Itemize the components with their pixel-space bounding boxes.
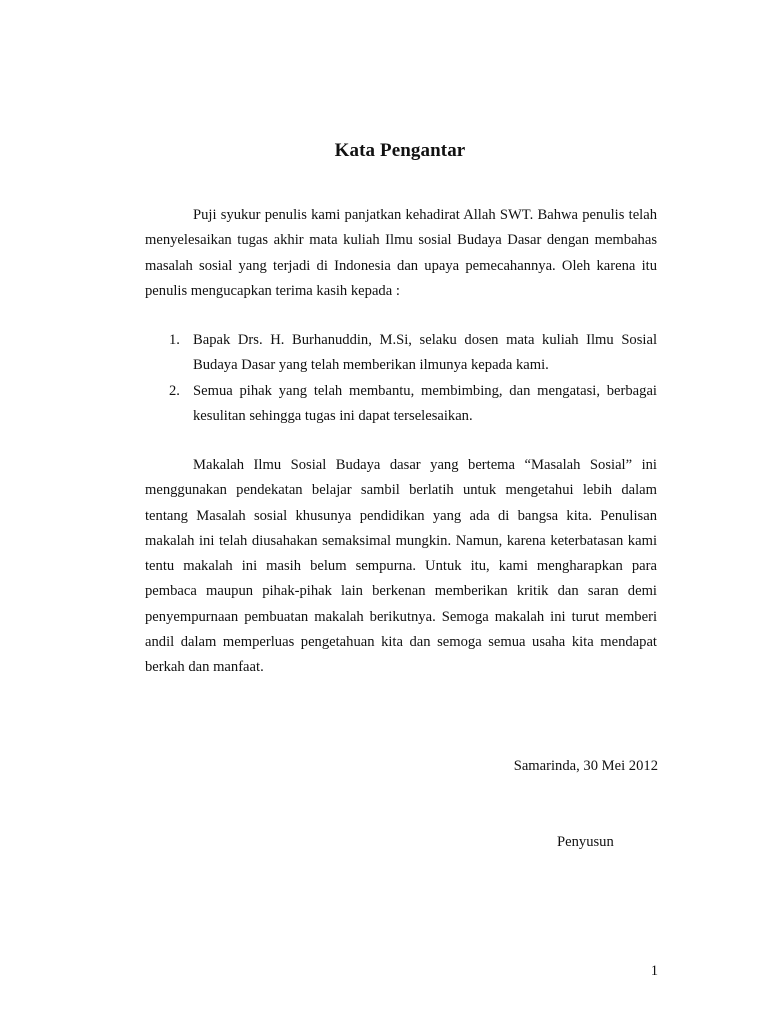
body-paragraph-text: Makalah Ilmu Sosial Budaya dasar yang bertema “Masalah Sosial” ini menggunakan pendekatan belajar sambil berlatih untuk mengetahui lebih dalam tentang Masalah sosial khusunya pendidikan yang ada di bangsa kita. Penulisan makalah ini telah diusahakan semaksimal mungkin. Namun, karena keterbatasan kami tentu makalah ini masih belum sempurna. Untuk itu, kami mengharapkan para pembaca maupun pihak-pihak lain berkenan memberikan kritik dan saran demi penyempurnaan pembuatan makalah berikutnya. Semoga makalah ini turut memberi andil dalam memperluas pengetahuan kita dan semoga semua usaha kita mendapat berkah dan manfaat. [145, 457, 657, 676]
page-number: 1 [650, 963, 658, 979]
list-item [145, 379, 657, 430]
document-title: Kata Pengantar [334, 140, 466, 161]
list-number: 1. [169, 332, 180, 348]
list-item-text: Bapak Drs. H. Burhanuddin, M.Si, selaku dosen mata kuliah Ilmu Sosial Budaya Dasar yang telah memberikan ilmunya kepada kami. [193, 332, 657, 374]
body-paragraph [145, 453, 657, 681]
signer-label: Penyusun [557, 834, 614, 850]
acknowledgement-list [145, 328, 657, 429]
intro-paragraph-text: Puji syukur penulis kami panjatkan kehadirat Allah SWT. Bahwa penulis telah menyelesaikan tugas akhir mata kuliah Ilmu sosial Budaya Dasar dengan membahas masalah sosial yang terjadi di Indonesia dan upaya pemecahannya. Oleh karena itu penulis mengucapkan terima kasih kepada : [145, 207, 657, 299]
intro-paragraph [145, 203, 657, 304]
list-item [145, 328, 657, 379]
list-item-text: Semua pihak yang telah membantu, membimbing, dan mengatasi, berbagai kesulitan sehingga tugas ini dapat terselesaikan. [193, 382, 657, 424]
place-date: Samarinda, 30 Mei 2012 [513, 758, 658, 774]
list-number: 2. [169, 382, 180, 399]
